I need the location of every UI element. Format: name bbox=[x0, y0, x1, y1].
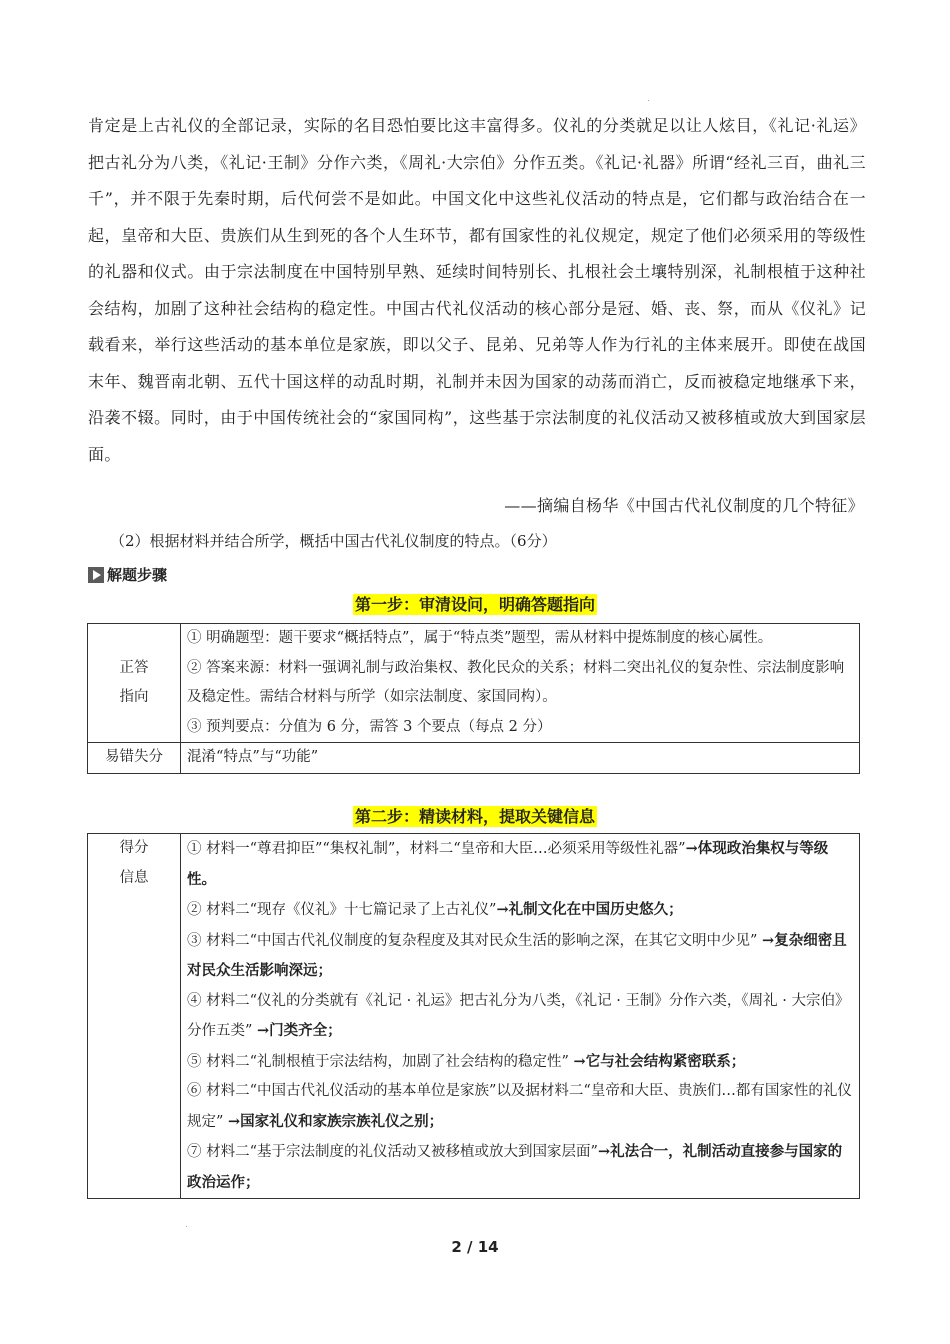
list-item: ⑦ 材料二“基于宗法制度的礼仪活动又被移植或放大到国家层面”→礼法合一，礼制活动直接参与国家的政治运作； bbox=[187, 1143, 843, 1191]
list-item: ③ 预判要点：分值为 6 分，需答 3 个要点（每点 2 分） bbox=[187, 718, 552, 735]
step1-title-text: 第一步：审清设问，明确答题指向 bbox=[354, 595, 595, 614]
table-row bbox=[88, 624, 860, 743]
score-info-content bbox=[181, 834, 860, 1199]
list-item: ⑥ 材料二“中国古代礼仪活动的基本单位是家族”以及据材料二“皇帝和大臣、贵族们…都有国家性的礼仪规定” →国家礼仪和家族宗族礼仪之别； bbox=[187, 1083, 852, 1130]
label-line: 信息 bbox=[119, 869, 149, 886]
list-item: ④ 材料二“仪礼的分类就有《礼记 · 礼运》把古礼分为八类，《礼记 · 王制》分作六类，《周礼 · 大宗伯》分作五类” →门类齐全； bbox=[187, 992, 850, 1039]
answer-direction-content bbox=[181, 624, 860, 743]
solution-steps-heading bbox=[88, 564, 167, 585]
page-number: 2 / 14 bbox=[451, 1238, 499, 1256]
list-item: ③ 材料二“中国古代礼仪制度的复杂程度及其对民众生活的影响之深，在其它文明中少见” →复杂细密且对民众生活影响深远； bbox=[187, 931, 847, 979]
table-row bbox=[88, 834, 860, 1199]
step2-table bbox=[87, 833, 860, 1199]
list-item: ⑤ 材料二“礼制根植于宗法结构，加剧了社会结构的稳定性” →它与社会结构紧密联系； bbox=[187, 1052, 746, 1070]
step1-title bbox=[0, 592, 950, 615]
step2-title bbox=[0, 804, 950, 827]
question-text: （2）根据材料并结合所学，概括中国古代礼仪制度的特点。（6分） bbox=[110, 532, 557, 550]
list-item: ② 答案来源：材料一强调礼制与政治集权、教化民众的关系；材料二突出礼仪的复杂性、宗法制度影响及稳定性。需结合材料与所学（如宗法制度、家国同构）。 bbox=[187, 659, 845, 705]
list-item: ① 材料一“尊君抑臣”“集权礼制”，材料二“皇帝和大臣…必须采用等级性礼器”→体现政治集权与等级性。 bbox=[187, 840, 829, 888]
source-attribution: ——摘编自杨华《中国古代礼仪制度的几个特征》 bbox=[504, 496, 864, 515]
common-mistake-content: 混淆“特点”与“功能” bbox=[181, 743, 860, 774]
play-icon bbox=[88, 567, 104, 583]
list-item: ② 材料二“现存《仪礼》十七篇记录了上古礼仪”→礼制文化在中国历史悠久； bbox=[187, 901, 683, 918]
list-item: ① 明确题型：题干要求“概括特点”，属于“特点类”题型，需从材料中提炼制度的核心属性。 bbox=[187, 630, 773, 646]
label-line: 正答 bbox=[119, 659, 149, 676]
solution-steps-label: 解题步骤 bbox=[107, 566, 168, 584]
label-line: 指向 bbox=[119, 689, 149, 705]
label-line: 得分 bbox=[119, 840, 149, 856]
scan-dot bbox=[186, 1226, 187, 1227]
step2-title-text: 第二步：精读材料，提取关键信息 bbox=[354, 807, 595, 826]
scan-dot bbox=[648, 100, 649, 101]
common-mistake-label: 易错失分 bbox=[88, 743, 181, 774]
score-info-label bbox=[88, 834, 181, 1199]
table-row bbox=[88, 743, 860, 774]
material-passage: 肯定是上古礼仪的全部记录，实际的名目恐怕要比这丰富得多。仪礼的分类就足以让人炫目，《礼记·礼运》把古礼分为八类，《礼记·王制》分作六类，《周礼·大宗伯》分作五类。《礼记·礼器》所谓“经礼三百，曲礼三千”，并不限于先秦时期，后代何尝不是如此。中国文化中这些礼仪活动的特点是，它们都与政治结合在一起，皇帝和大臣、贵族们从生到死的各个人生环节，都有国家性的礼仪规定，规定了他们必须采用的等级性的礼器和仪式。由于宗法制度在中国特别早熟、延续时间特别长、扎根社会土壤特别深，礼制根植于这种社会结构，加剧了这种社会结构的稳定性。中国古代礼仪活动的核心部分是冠、婚、丧、祭，而从《仪礼》记载看来，举行这些活动的基本单位是家族，即以父子、昆弟、兄弟等人作为行礼的主体来展开。即使在战国末年、魏晋南北朝、五代十国这样的动乱时期，礼制并未因为国家的动荡而消亡，反而被稳定地继承下来，沿袭不辍。同时，由于中国传统社会的“家国同构”，这些基于宗法制度的礼仪活动又被移植或放大到国家层面。 bbox=[88, 116, 866, 464]
answer-direction-label bbox=[88, 624, 181, 743]
step1-table bbox=[87, 623, 860, 774]
